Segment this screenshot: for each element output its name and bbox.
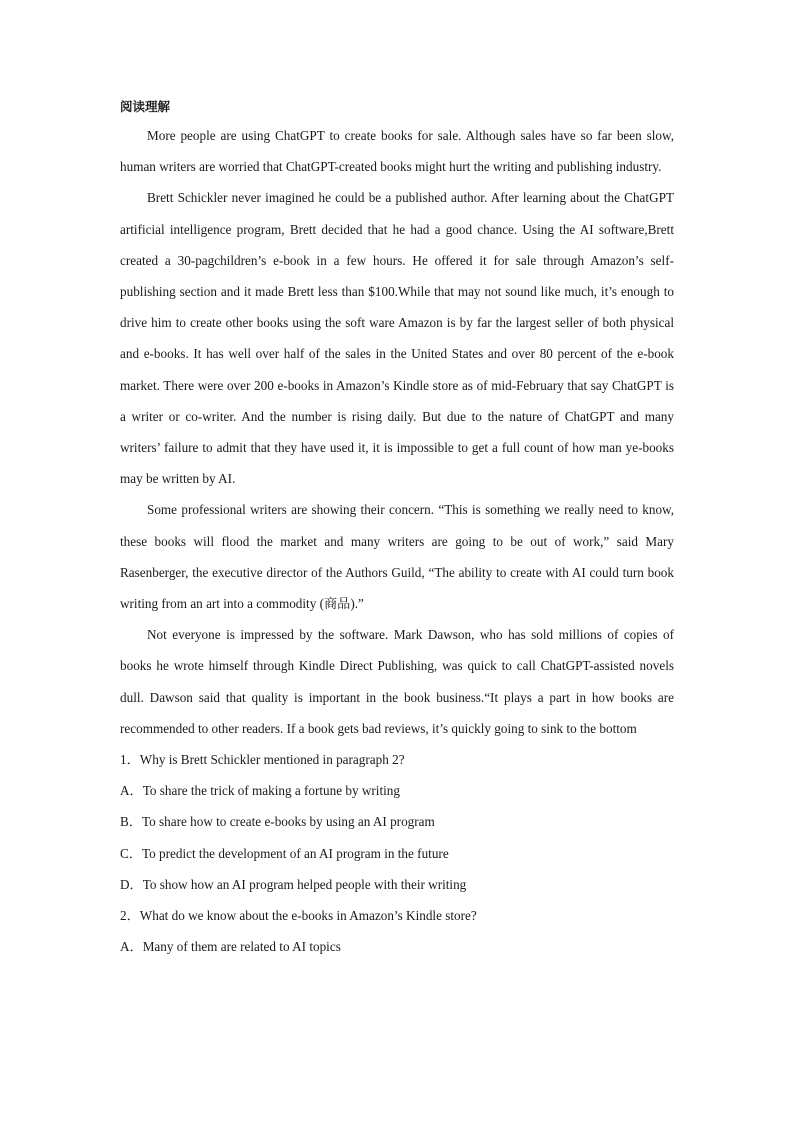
passage-paragraph-1: More people are using ChatGPT to create books for sale. Although sales have so far been slow, human writers are worried that ChatGPT-created books might hurt the writing and publishing industry. <box>120 128 674 175</box>
question-option: A．Many of them are related to AI topics <box>120 939 341 955</box>
question-option: B．To share how to create e-books by using an AI program <box>120 814 435 830</box>
question-2 <box>120 900 674 962</box>
section-title: 阅读理解 <box>120 99 171 114</box>
reading-comprehension-section <box>120 94 674 962</box>
question-stem: 1．Why is Brett Schickler mentioned in paragraph 2? <box>120 752 405 768</box>
passage <box>120 120 674 744</box>
question-option: A．To share the trick of making a fortune by writing <box>120 783 400 799</box>
passage-paragraph-2: Brett Schickler never imagined he could be a published author. After learning about the ChatGPT artificial intelligence program, Brett decided that he had a good chance. Using the AI software,Brett created a 30-pagchildren’s e-book in a few hours. He offered it for sale through Amazon’s self-publishing section and it made Brett less than $100.While that may not sound like much, it’s enough to drive him to create other books using the soft ware Amazon is by far the largest seller of both physical and e-books. It has well over half of the sales in the United States and over 80 percent of the e-book market. There were over 200 e-books in Amazon’s Kindle store as of mid-February that say ChatGPT is a writer or co-writer. And the number is rising daily. But due to the nature of ChatGPT and many writers’ failure to admit that they have used it, it is impossible to get a full count of how man ye-books may be written by AI. <box>120 190 674 487</box>
passage-paragraph-3: Some professional writers are showing their concern. “This is something we really need to know, these books will flood the market and many writers are going to be out of work,” said Mary Rasenberger, the executive director of the Authors Guild, “The ability to create with AI could turn book writing from an art into a commodity (商品).” <box>120 502 674 612</box>
question-option: C．To predict the development of an AI program in the future <box>120 845 449 861</box>
question-stem: 2．What do we know about the e-books in Amazon’s Kindle store? <box>120 908 477 924</box>
question-option: D．To show how an AI program helped people with their writing <box>120 876 467 892</box>
passage-paragraph-4: Not everyone is impressed by the software. Mark Dawson, who has sold millions of copies of books he wrote himself through Kindle Direct Publishing, was quick to call ChatGPT-assisted novels dull. Dawson said that quality is important in the book business.“It plays a part in how books are recommended to other readers. If a book gets bad reviews, it’s quickly going to sink to the bottom <box>120 627 674 736</box>
question-1 <box>120 744 674 900</box>
